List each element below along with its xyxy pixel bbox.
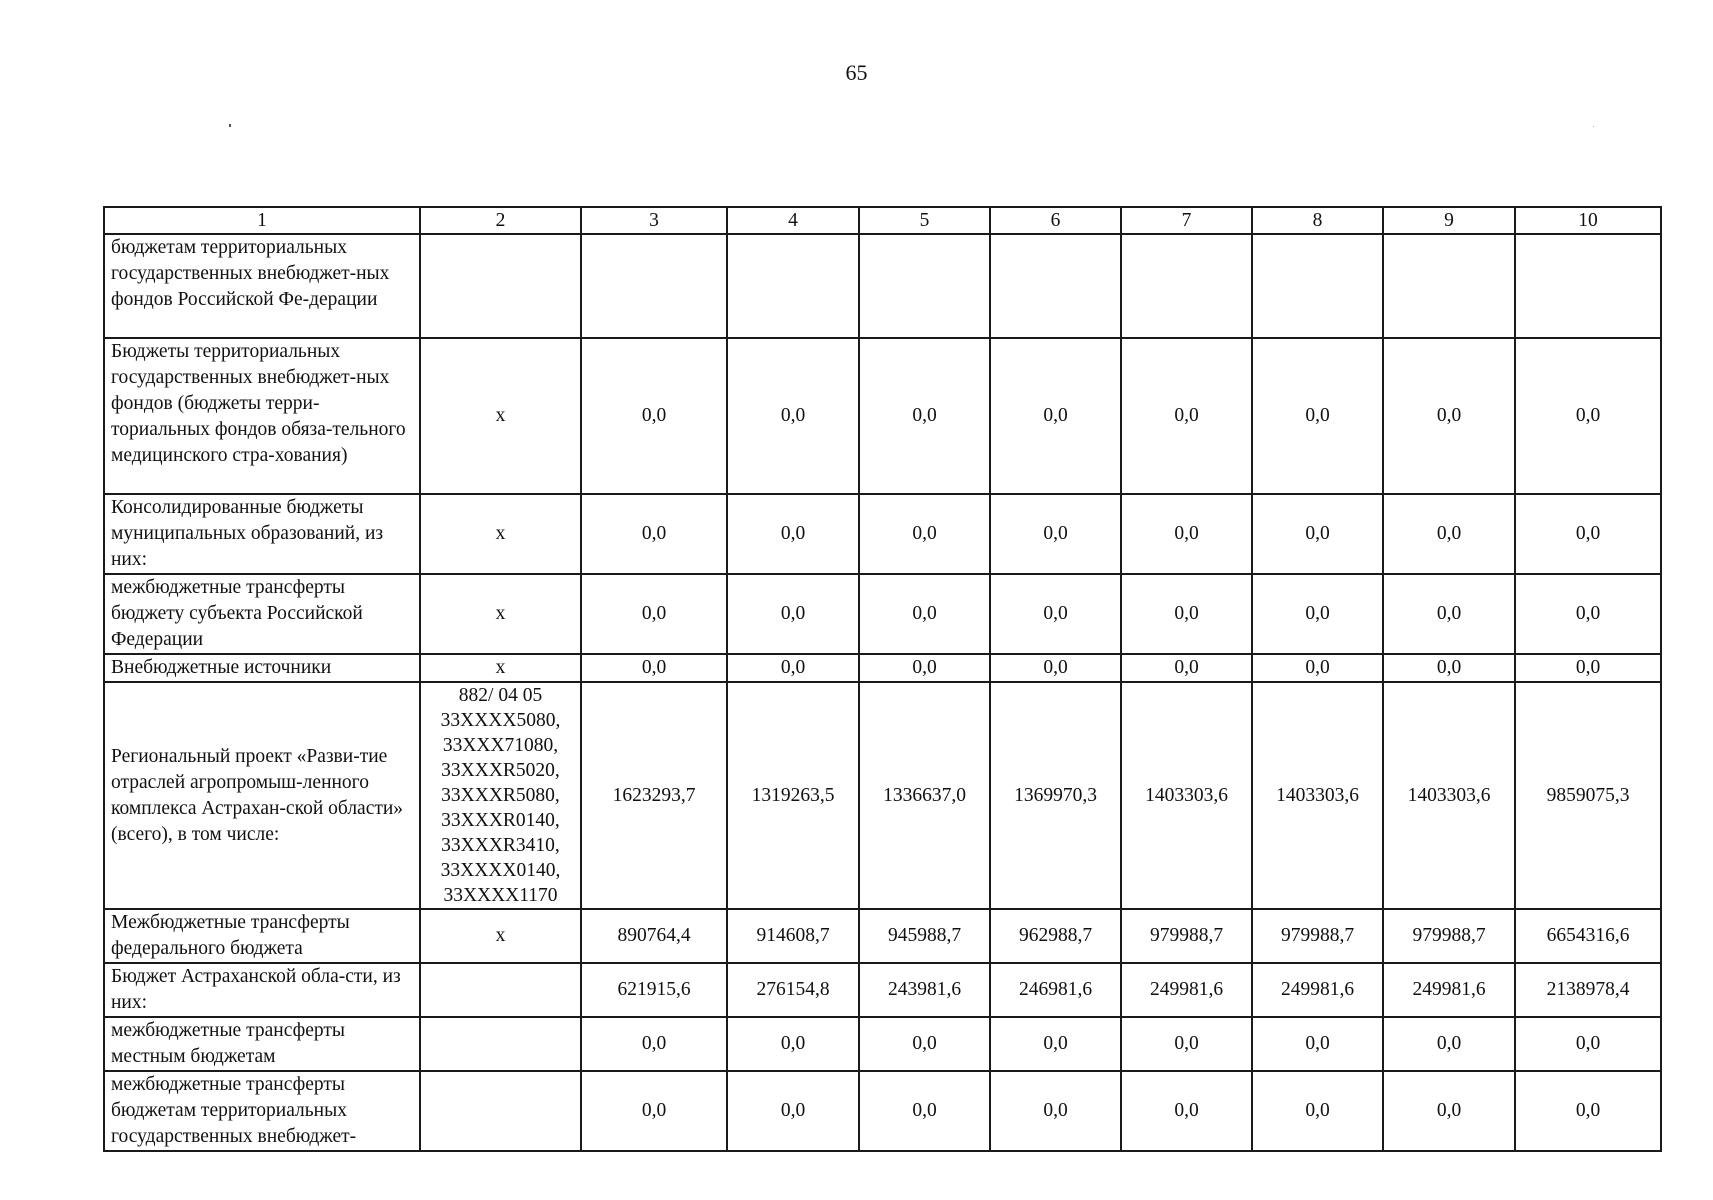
row-value: 0,0 [990,1017,1121,1071]
column-header: 8 [1252,207,1383,234]
row-value: 0,0 [1383,494,1515,574]
row-name: Бюджеты территориальных государственных внебюджет-ных фондов (бюджеты терри-ториальных фондов обяза-тельного медицинского стра-хования) [104,338,420,494]
row-value: 243981,6 [859,963,990,1017]
row-name: Региональный проект «Разви-тие отраслей агропромыш-ленного комплекса Астрахан-ской области» (всего), в том числе: [104,682,420,909]
page-number: 65 [845,60,868,85]
row-value: 0,0 [859,654,990,682]
budget-code-line: 33XXXR5080, [441,785,560,806]
row-value: 0,0 [1252,494,1383,574]
row-code [420,1017,581,1071]
row-code: х [420,574,581,654]
row-value: 979988,7 [1383,909,1515,963]
table-row [104,1017,1661,1071]
row-value [859,234,990,338]
budget-code-line: 882/ 04 05 [458,685,543,706]
row-value [1383,234,1515,338]
row-name: Внебюджетные источники [104,654,420,682]
column-number-row [104,207,1661,234]
row-value: 1623293,7 [581,682,727,909]
column-header: 4 [727,207,859,234]
row-value: 249981,6 [1121,963,1252,1017]
row-value: 0,0 [1515,494,1661,574]
row-value: 0,0 [727,654,859,682]
row-value: 621915,6 [581,963,727,1017]
table-row [104,234,1661,338]
row-value [581,234,727,338]
row-value: 0,0 [1383,654,1515,682]
row-name: межбюджетные трансферты местным бюджетам [104,1017,420,1071]
budget-table [103,206,1662,1152]
row-value [990,234,1121,338]
row-value: 0,0 [990,654,1121,682]
row-value: 0,0 [727,1017,859,1071]
row-value: 0,0 [1121,1071,1252,1151]
row-value: 0,0 [1515,654,1661,682]
row-value: 1319263,5 [727,682,859,909]
row-value: 6654316,6 [1515,909,1661,963]
row-value: 945988,7 [859,909,990,963]
row-value: 0,0 [1515,338,1661,494]
table-row [104,963,1661,1017]
row-value: 0,0 [581,1071,727,1151]
row-value [1252,234,1383,338]
column-header: 3 [581,207,727,234]
row-value: 0,0 [1121,494,1252,574]
row-value: 0,0 [581,494,727,574]
row-value: 890764,4 [581,909,727,963]
row-value: 0,0 [1121,574,1252,654]
row-code: х [420,338,581,494]
scan-speck [1593,126,1594,127]
row-value: 0,0 [1252,654,1383,682]
row-code-list [420,682,581,909]
budget-code-line: 33XXX71080, [442,735,559,756]
row-value: 962988,7 [990,909,1121,963]
budget-code-line: 33XXXX1170 [443,885,558,906]
scan-speck [229,124,231,127]
row-value: 979988,7 [1252,909,1383,963]
row-name: Бюджет Астраханской обла-сти, из них: [104,963,420,1017]
row-value: 0,0 [1515,574,1661,654]
row-value: 0,0 [1515,1071,1661,1151]
row-value: 1336637,0 [859,682,990,909]
row-value: 0,0 [1252,1071,1383,1151]
row-value: 0,0 [727,574,859,654]
row-name: межбюджетные трансферты бюджетам территориальных государственных внебюджет- [104,1071,420,1151]
column-header: 6 [990,207,1121,234]
table-row [104,682,1661,909]
table-row [104,494,1661,574]
row-name: межбюджетные трансферты бюджету субъекта Российской Федерации [104,574,420,654]
row-code [420,1071,581,1151]
table-row [104,338,1661,494]
column-header: 9 [1383,207,1515,234]
budget-code-line: 33XXXX0140, [440,860,561,881]
row-value [1121,234,1252,338]
table-row [104,654,1661,682]
row-value: 1403303,6 [1252,682,1383,909]
row-value: 0,0 [581,574,727,654]
row-value: 246981,6 [990,963,1121,1017]
row-value: 0,0 [1121,654,1252,682]
row-value: 1403303,6 [1121,682,1252,909]
row-value: 0,0 [1383,574,1515,654]
row-name: Межбюджетные трансферты федерального бюджета [104,909,420,963]
budget-code-line: 33XXXR5020, [441,760,560,781]
row-value: 0,0 [581,1017,727,1071]
row-value: 0,0 [581,338,727,494]
row-value: 0,0 [1121,1017,1252,1071]
row-value: 0,0 [990,1071,1121,1151]
column-header: 7 [1121,207,1252,234]
row-value: 276154,8 [727,963,859,1017]
row-value: 0,0 [1383,1017,1515,1071]
row-value: 0,0 [990,494,1121,574]
row-value: 0,0 [859,494,990,574]
row-value: 1403303,6 [1383,682,1515,909]
budget-code-line: 33XXXR0140, [441,810,560,831]
table-row [104,1071,1661,1151]
row-value: 0,0 [727,338,859,494]
row-value [1515,234,1661,338]
table-row [104,909,1661,963]
row-code: х [420,909,581,963]
row-value: 0,0 [1121,338,1252,494]
column-header: 1 [104,207,420,234]
row-value: 0,0 [1515,1017,1661,1071]
row-value: 0,0 [1252,338,1383,494]
row-code [420,963,581,1017]
row-value: 249981,6 [1383,963,1515,1017]
row-code [420,234,581,338]
row-value: 914608,7 [727,909,859,963]
row-value: 0,0 [859,574,990,654]
row-value: 0,0 [1383,1071,1515,1151]
row-value: 2138978,4 [1515,963,1661,1017]
budget-code-line: 33XXXX5080, [440,710,561,731]
table-row [104,574,1661,654]
row-code: х [420,494,581,574]
budget-code-line: 33XXXR3410, [441,835,560,856]
column-header: 5 [859,207,990,234]
row-name: Консолидированные бюджеты муниципальных образований, из них: [104,494,420,574]
row-code: х [420,654,581,682]
column-header: 10 [1515,207,1661,234]
row-value: 249981,6 [1252,963,1383,1017]
row-value: 0,0 [990,338,1121,494]
row-value: 0,0 [1252,574,1383,654]
row-value: 0,0 [990,574,1121,654]
row-value: 1369970,3 [990,682,1121,909]
column-header: 2 [420,207,581,234]
row-value: 0,0 [1383,338,1515,494]
row-value: 0,0 [859,1017,990,1071]
row-value [727,234,859,338]
row-value: 979988,7 [1121,909,1252,963]
row-value: 0,0 [727,494,859,574]
row-value: 9859075,3 [1515,682,1661,909]
row-value: 0,0 [1252,1017,1383,1071]
row-value: 0,0 [859,1071,990,1151]
row-value: 0,0 [581,654,727,682]
row-value: 0,0 [859,338,990,494]
row-name: бюджетам территориальных государственных внебюджет-ных фондов Российской Фе-дерации [104,234,420,338]
row-value: 0,0 [727,1071,859,1151]
